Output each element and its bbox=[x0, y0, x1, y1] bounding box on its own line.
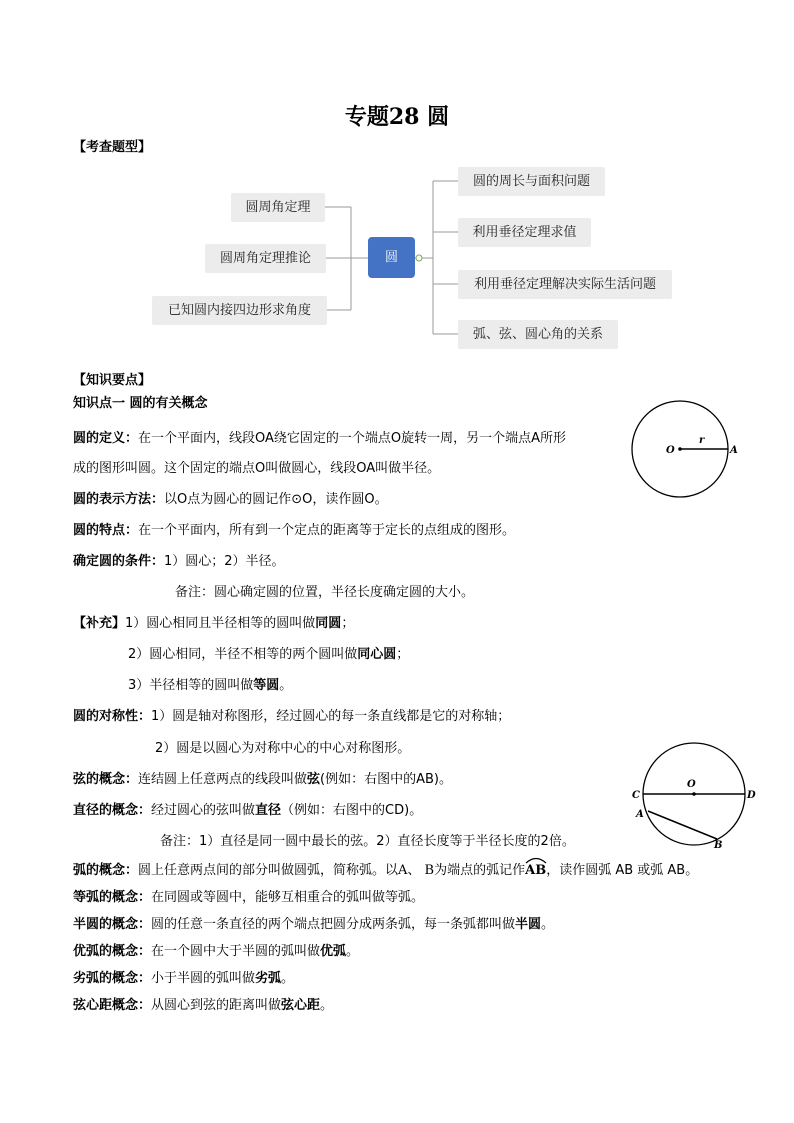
text: 在同圆或等圆中 bbox=[151, 890, 243, 905]
supplement-line2 bbox=[128, 646, 409, 664]
def-feature bbox=[73, 522, 515, 540]
symmetry-line2 bbox=[155, 740, 410, 758]
mindmap-node-perpendicular-diameter-real-life: 利用垂径定理解决实际生活问题 bbox=[458, 270, 672, 299]
text: ，读作圆弧 AB 或弧 AB。 bbox=[546, 863, 699, 878]
section-knowledge: 【知识要点】 bbox=[73, 373, 152, 388]
def-minor-arc bbox=[73, 970, 294, 988]
label: 圆的定义： bbox=[73, 431, 139, 446]
arc-symbol-icon bbox=[525, 856, 547, 864]
text: 1）圆是轴对称图形，经过圆心的每一条直线都是它的对称轴； bbox=[151, 709, 511, 724]
def-chord-distance bbox=[73, 997, 333, 1015]
label: 直径的概念： bbox=[73, 803, 152, 818]
label: 等弧的概念： bbox=[73, 890, 152, 905]
figure-circle-radius bbox=[620, 398, 750, 500]
note-diameter bbox=[160, 833, 575, 851]
text: 从圆心到弦的距离叫做 bbox=[151, 998, 282, 1013]
mindmap-root: 圆 bbox=[368, 237, 415, 278]
page-title: 专题28 圆 bbox=[344, 104, 450, 130]
text: 。 bbox=[279, 678, 293, 693]
text: 小于半圆的弧叫做 bbox=[151, 971, 256, 986]
text: ； bbox=[341, 616, 355, 631]
text: 1）圆心相同且半径相等的圆叫做 bbox=[125, 616, 316, 631]
def-major-arc bbox=[73, 943, 359, 961]
def-conditions bbox=[73, 553, 285, 571]
text: 备注：圆心确定圆的位置，半径长度确定圆的大小。 bbox=[175, 585, 475, 600]
text: 在一个平面内，线段OA绕它固定的一个端点O旋转一周，另一个端点A所形 bbox=[138, 431, 567, 446]
text: ； bbox=[396, 647, 410, 662]
text: 。 bbox=[320, 998, 334, 1013]
text: 1）圆心；2）半径。 bbox=[164, 554, 285, 569]
label-a: A bbox=[730, 445, 738, 456]
term: 劣弧 bbox=[255, 971, 282, 986]
def-notation bbox=[73, 491, 388, 509]
def-circle-line2 bbox=[73, 460, 440, 478]
label: 半圆的概念： bbox=[73, 917, 152, 932]
label: 确定圆的条件： bbox=[73, 554, 165, 569]
text: （例如：右图中的CD)。 bbox=[281, 803, 423, 818]
center-point bbox=[692, 792, 696, 796]
label: 劣弧的概念： bbox=[73, 971, 152, 986]
arc-ab-notation bbox=[525, 862, 546, 880]
text: 。 bbox=[541, 917, 555, 932]
supplement-line3 bbox=[128, 677, 292, 695]
text: 。 bbox=[346, 944, 360, 959]
label: 弦心距概念： bbox=[73, 998, 152, 1013]
mindmap-node-arc-chord-angle: 弧、弦、圆心角的关系 bbox=[458, 320, 618, 349]
label: 优弧的概念： bbox=[73, 944, 152, 959]
term: 半圆 bbox=[515, 917, 542, 932]
note-conditions bbox=[175, 584, 474, 602]
center-point bbox=[678, 447, 682, 451]
knowledge-point-heading: 知识点一 圆的有关概念 bbox=[73, 396, 208, 411]
label: 弦的概念： bbox=[73, 772, 139, 787]
label-c: C bbox=[632, 790, 640, 801]
text: 在一个平面内，所有到一个定点的距离等于定长的点组成的图形。 bbox=[138, 523, 516, 538]
section-exam-types: 【考查题型】 bbox=[73, 140, 152, 155]
text: 为端点的弧记作 bbox=[434, 863, 526, 878]
text: ，能够互相重合的弧叫做等弧。 bbox=[242, 890, 425, 905]
mindmap-node-perpendicular-diameter-value: 利用垂径定理求值 bbox=[458, 218, 591, 247]
text: 。 bbox=[281, 971, 295, 986]
arc-ab-text: AB bbox=[525, 863, 547, 878]
label: 圆的表示方法： bbox=[73, 492, 165, 507]
mindmap-node-inscribed-angle-corollary: 圆周角定理推论 bbox=[205, 244, 326, 273]
label: 【补充】 bbox=[73, 616, 126, 631]
text: 经过圆心的弦叫做 bbox=[151, 803, 256, 818]
term: 等圆 bbox=[253, 678, 280, 693]
term: 直径 bbox=[255, 803, 282, 818]
label-o: O bbox=[687, 779, 696, 790]
mindmap-connectors bbox=[0, 0, 794, 360]
term: 优弧 bbox=[320, 944, 347, 959]
term: 弦 bbox=[307, 772, 321, 787]
label-d: D bbox=[747, 790, 756, 801]
label-r: r bbox=[699, 435, 705, 446]
mindmap-node-cyclic-quadrilateral: 已知圆内接四边形求角度 bbox=[152, 296, 327, 325]
supplement-line1 bbox=[73, 615, 354, 633]
mindmap-node-circumference-area: 圆的周长与面积问题 bbox=[458, 167, 605, 196]
chord-ab bbox=[648, 811, 717, 839]
text: 圆的任意一条直径的两个端点把圆分成两条弧，每一条弧都叫做 bbox=[151, 917, 516, 932]
term: 弦心距 bbox=[281, 998, 321, 1013]
text: (例如：右图中的AB)。 bbox=[320, 772, 453, 787]
mindmap-node-inscribed-angle-theorem: 圆周角定理 bbox=[231, 193, 325, 222]
text: 3）半径相等的圆叫做 bbox=[128, 678, 254, 693]
points-ab: A、 B bbox=[398, 863, 435, 878]
text: 2）圆心相同，半径不相等的两个圆叫做 bbox=[128, 647, 358, 662]
term: 同圆 bbox=[315, 616, 342, 631]
text: 备注：1）直径是同一圆中最长的弦。2）直径长度等于半径长度的2倍。 bbox=[160, 834, 575, 849]
label-b: B bbox=[714, 840, 723, 850]
def-diameter bbox=[73, 802, 422, 820]
label: 圆的对称性： bbox=[73, 709, 152, 724]
label-o: O bbox=[666, 445, 675, 456]
text: 以O点为圆心的圆记作⊙O，读作圆O。 bbox=[164, 492, 388, 507]
text: 连结圆上任意两点的线段叫做 bbox=[138, 772, 308, 787]
figure-circle-chord bbox=[630, 738, 760, 850]
term: 同心圆 bbox=[357, 647, 397, 662]
text: 成的图形叫圆。这个固定的端点O叫做圆心，线段OA叫做半径。 bbox=[73, 461, 441, 476]
text: 在一个圆中大于半圆的弧叫做 bbox=[151, 944, 321, 959]
text: 圆上任意两点间的部分叫做圆弧，简称弧。以 bbox=[138, 863, 399, 878]
label: 圆的特点： bbox=[73, 523, 139, 538]
symmetry-line1 bbox=[73, 708, 510, 726]
def-equal-arc bbox=[73, 889, 424, 907]
label: 弧的概念： bbox=[73, 863, 139, 878]
def-circle-line1 bbox=[73, 430, 566, 448]
def-chord bbox=[73, 771, 452, 789]
def-semicircle bbox=[73, 916, 554, 934]
label-a: A bbox=[636, 809, 644, 820]
text: 2）圆是以圆心为对称中心的中心对称图形。 bbox=[155, 741, 411, 756]
def-arc bbox=[73, 862, 698, 880]
